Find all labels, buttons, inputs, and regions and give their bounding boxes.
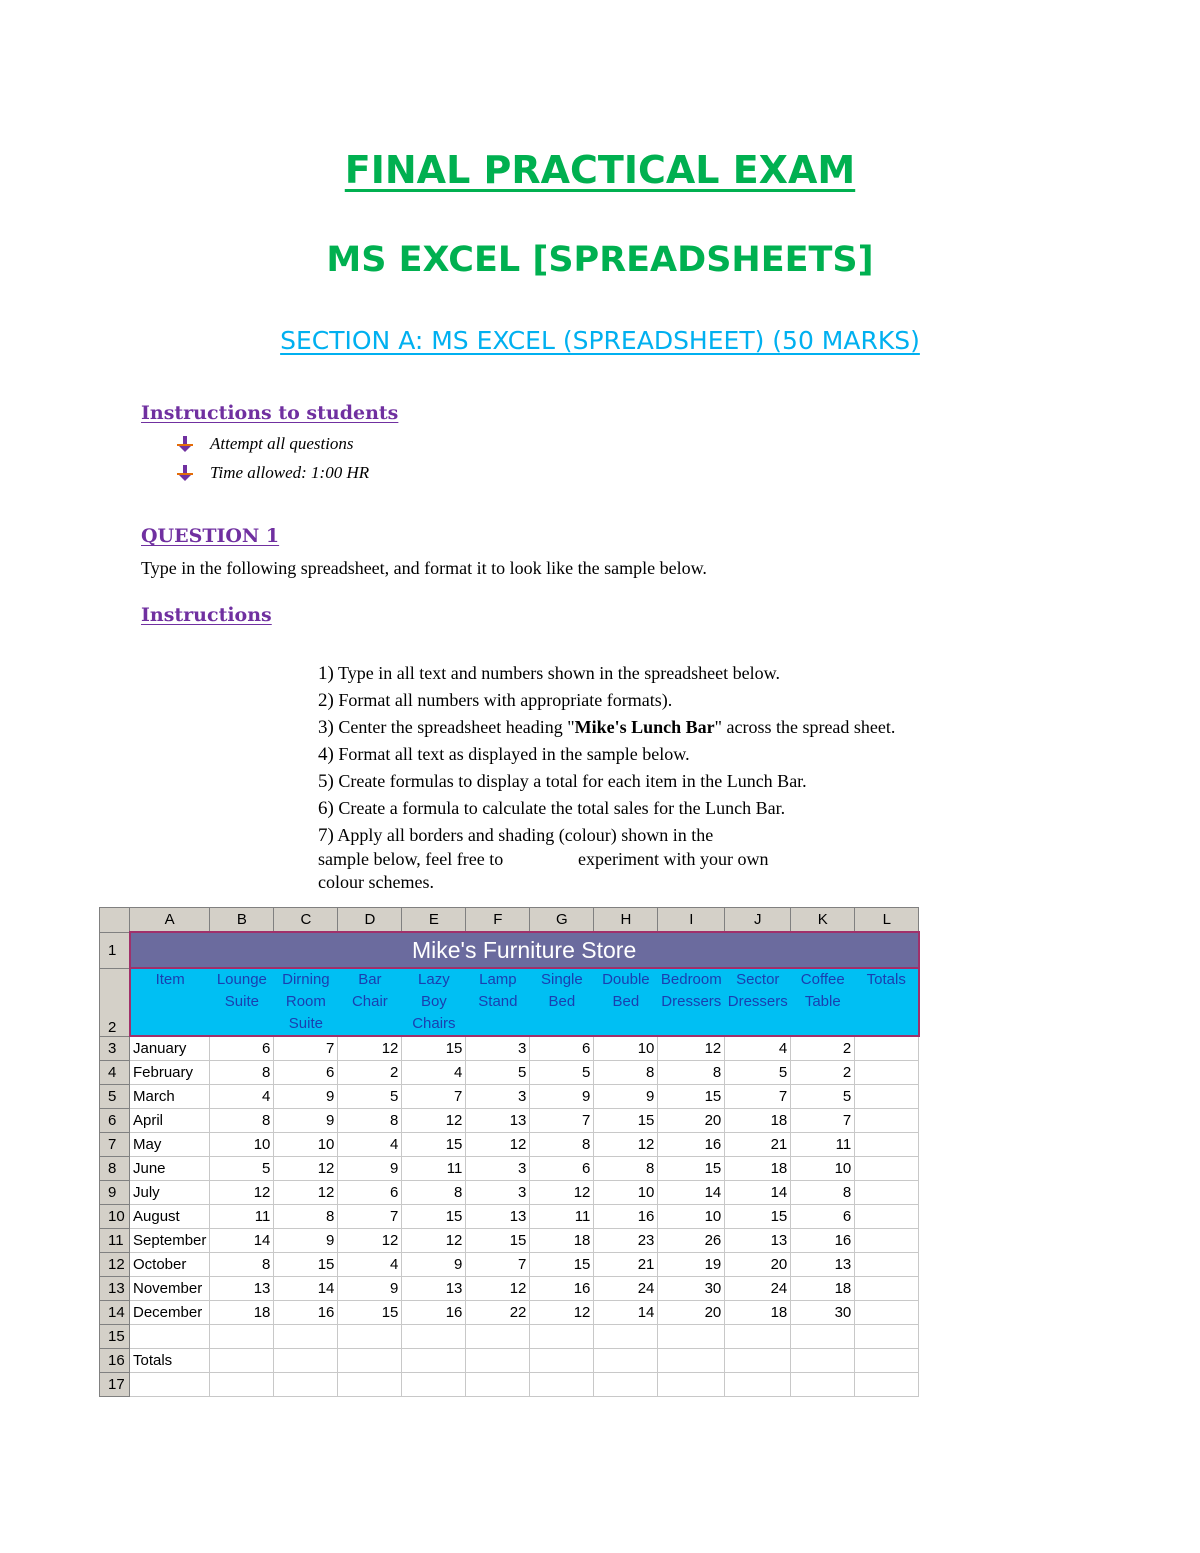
corner-cell	[100, 908, 130, 933]
value-cell: 6	[210, 1036, 274, 1060]
value-cell: 12	[402, 1108, 466, 1132]
instruction-steps	[318, 660, 895, 849]
empty-cell	[402, 1372, 466, 1396]
column-header: A	[130, 908, 210, 933]
value-cell: 11	[210, 1204, 274, 1228]
empty-cell	[274, 1372, 338, 1396]
empty-cell	[791, 1348, 855, 1372]
value-cell: 6	[338, 1180, 402, 1204]
value-cell: 3	[466, 1156, 530, 1180]
total-cell	[855, 1180, 919, 1204]
value-cell: 20	[658, 1300, 725, 1324]
value-cell: 15	[658, 1156, 725, 1180]
value-cell: 30	[791, 1300, 855, 1324]
total-cell	[855, 1108, 919, 1132]
empty-cell	[855, 1324, 919, 1348]
value-cell: 20	[725, 1252, 791, 1276]
value-cell: 13	[725, 1228, 791, 1252]
value-cell: 3	[466, 1180, 530, 1204]
empty-cell	[530, 1348, 594, 1372]
row-header: 17	[100, 1372, 130, 1396]
column-header: E	[402, 908, 466, 933]
month-cell: September	[130, 1228, 210, 1252]
value-cell: 19	[658, 1252, 725, 1276]
value-cell: 18	[725, 1156, 791, 1180]
value-cell: 5	[725, 1060, 791, 1084]
value-cell: 6	[791, 1204, 855, 1228]
total-cell	[855, 1132, 919, 1156]
value-cell: 16	[530, 1276, 594, 1300]
row-header: 6	[100, 1108, 130, 1132]
value-cell: 14	[210, 1228, 274, 1252]
month-cell: June	[130, 1156, 210, 1180]
value-cell: 12	[274, 1180, 338, 1204]
value-cell: 12	[466, 1276, 530, 1300]
exam-subtitle: MS EXCEL [SPREADSHEETS]	[326, 240, 874, 280]
empty-cell	[530, 1372, 594, 1396]
empty-cell	[791, 1324, 855, 1348]
month-cell: December	[130, 1300, 210, 1324]
column-heading-cell: Item	[130, 968, 210, 1036]
value-cell: 2	[791, 1036, 855, 1060]
row-header: 14	[100, 1300, 130, 1324]
value-cell: 21	[725, 1132, 791, 1156]
month-cell: March	[130, 1084, 210, 1108]
value-cell: 7	[530, 1108, 594, 1132]
value-cell: 12	[530, 1300, 594, 1324]
value-cell: 12	[338, 1228, 402, 1252]
column-heading-cell: Lazy Boy Chairs	[402, 968, 466, 1036]
value-cell: 10	[658, 1204, 725, 1228]
value-cell: 12	[210, 1180, 274, 1204]
step-item: 2) Format all numbers with appropriate formats).	[318, 690, 673, 711]
value-cell: 9	[274, 1108, 338, 1132]
value-cell: 11	[530, 1204, 594, 1228]
exam-title: FINAL PRACTICAL EXAM	[344, 148, 856, 192]
value-cell: 9	[338, 1276, 402, 1300]
value-cell: 7	[338, 1204, 402, 1228]
instructions-to-students-heading: Instructions to students	[141, 402, 399, 424]
value-cell: 4	[338, 1132, 402, 1156]
bullet-text: Attempt all questions	[210, 434, 354, 453]
row-header: 2	[100, 968, 130, 1036]
step-7-continuation: sample below, feel free to experiment with your own colour schemes.	[318, 849, 769, 892]
empty-cell	[274, 1348, 338, 1372]
value-cell: 7	[725, 1084, 791, 1108]
value-cell: 24	[725, 1276, 791, 1300]
row-header: 5	[100, 1084, 130, 1108]
value-cell: 4	[402, 1060, 466, 1084]
value-cell: 15	[402, 1204, 466, 1228]
value-cell: 10	[594, 1180, 658, 1204]
value-cell: 7	[466, 1252, 530, 1276]
value-cell: 14	[658, 1180, 725, 1204]
month-cell: November	[130, 1276, 210, 1300]
empty-cell	[594, 1372, 658, 1396]
value-cell: 24	[594, 1276, 658, 1300]
value-cell: 20	[658, 1108, 725, 1132]
value-cell: 15	[725, 1204, 791, 1228]
empty-cell	[594, 1324, 658, 1348]
empty-cell	[210, 1372, 274, 1396]
value-cell: 11	[402, 1156, 466, 1180]
step-item: 3) Center the spreadsheet heading "Mike's Lunch Bar" across the spread sheet.	[318, 717, 896, 738]
value-cell: 12	[338, 1036, 402, 1060]
value-cell: 13	[466, 1204, 530, 1228]
column-heading-cell: Bedroom Dressers	[658, 968, 725, 1036]
question-heading: QUESTION 1	[141, 525, 280, 547]
value-cell: 4	[338, 1252, 402, 1276]
column-heading-cell: Dirning Room Suite	[274, 968, 338, 1036]
value-cell: 5	[466, 1060, 530, 1084]
empty-cell	[210, 1348, 274, 1372]
column-header: D	[338, 908, 402, 933]
month-cell: January	[130, 1036, 210, 1060]
empty-cell	[338, 1372, 402, 1396]
step-item: 6) Create a formula to calculate the total sales for the Lunch Bar.	[318, 798, 786, 819]
column-heading-cell: Bar Chair	[338, 968, 402, 1036]
total-cell	[855, 1204, 919, 1228]
value-cell: 18	[210, 1300, 274, 1324]
empty-cell	[791, 1372, 855, 1396]
column-header: L	[855, 908, 919, 933]
column-header: H	[594, 908, 658, 933]
value-cell: 18	[791, 1276, 855, 1300]
value-cell: 7	[791, 1108, 855, 1132]
empty-cell	[725, 1324, 791, 1348]
value-cell: 12	[274, 1156, 338, 1180]
column-header: C	[274, 908, 338, 933]
column-heading-cell: Coffee Table	[791, 968, 855, 1036]
totals-label-cell: Totals	[130, 1348, 210, 1372]
value-cell: 22	[466, 1300, 530, 1324]
empty-cell	[658, 1348, 725, 1372]
value-cell: 12	[402, 1228, 466, 1252]
value-cell: 9	[274, 1084, 338, 1108]
value-cell: 10	[594, 1036, 658, 1060]
empty-cell	[725, 1372, 791, 1396]
empty-cell	[466, 1324, 530, 1348]
column-heading-cell: Lamp Stand	[466, 968, 530, 1036]
month-cell: April	[130, 1108, 210, 1132]
value-cell: 8	[402, 1180, 466, 1204]
column-header: F	[466, 908, 530, 933]
empty-cell	[210, 1324, 274, 1348]
row-header: 11	[100, 1228, 130, 1252]
empty-cell	[725, 1348, 791, 1372]
value-cell: 16	[658, 1132, 725, 1156]
empty-cell	[338, 1348, 402, 1372]
value-cell: 3	[466, 1084, 530, 1108]
step-item: 5) Create formulas to display a total for each item in the Lunch Bar.	[318, 771, 807, 792]
value-cell: 13	[210, 1276, 274, 1300]
empty-cell	[658, 1372, 725, 1396]
column-heading-cell: Lounge Suite	[210, 968, 274, 1036]
value-cell: 10	[210, 1132, 274, 1156]
step-item: 1) Type in all text and numbers shown in the spreadsheet below.	[318, 663, 780, 684]
month-cell: August	[130, 1204, 210, 1228]
empty-cell	[855, 1372, 919, 1396]
total-cell	[855, 1036, 919, 1060]
value-cell: 12	[594, 1132, 658, 1156]
empty-cell	[530, 1324, 594, 1348]
value-cell: 16	[594, 1204, 658, 1228]
row-header: 4	[100, 1060, 130, 1084]
value-cell: 6	[530, 1036, 594, 1060]
value-cell: 6	[530, 1156, 594, 1180]
row-header: 8	[100, 1156, 130, 1180]
row-header: 1	[100, 932, 130, 968]
empty-cell	[594, 1348, 658, 1372]
empty-cell	[274, 1324, 338, 1348]
value-cell: 5	[338, 1084, 402, 1108]
sheet-title: Mike's Furniture Store	[130, 932, 919, 968]
value-cell: 26	[658, 1228, 725, 1252]
value-cell: 14	[594, 1300, 658, 1324]
value-cell: 2	[338, 1060, 402, 1084]
row-header: 7	[100, 1132, 130, 1156]
value-cell: 4	[210, 1084, 274, 1108]
value-cell: 16	[274, 1300, 338, 1324]
value-cell: 9	[402, 1252, 466, 1276]
total-cell	[855, 1300, 919, 1324]
value-cell: 23	[594, 1228, 658, 1252]
row-header: 10	[100, 1204, 130, 1228]
value-cell: 8	[791, 1180, 855, 1204]
value-cell: 8	[210, 1060, 274, 1084]
column-heading-cell: Double Bed	[594, 968, 658, 1036]
value-cell: 4	[725, 1036, 791, 1060]
value-cell: 10	[274, 1132, 338, 1156]
value-cell: 15	[274, 1252, 338, 1276]
column-header: B	[210, 908, 274, 933]
section-heading: SECTION A: MS EXCEL (SPREADSHEET) (50 MARKS)	[280, 326, 920, 355]
empty-cell	[402, 1324, 466, 1348]
empty-cell	[855, 1348, 919, 1372]
column-header: G	[530, 908, 594, 933]
value-cell: 12	[466, 1132, 530, 1156]
month-cell: October	[130, 1252, 210, 1276]
row-header: 16	[100, 1348, 130, 1372]
value-cell: 11	[791, 1132, 855, 1156]
value-cell: 8	[210, 1252, 274, 1276]
month-cell: February	[130, 1060, 210, 1084]
step-item: 4) Format all text as displayed in the sample below.	[318, 744, 690, 765]
value-cell: 5	[530, 1060, 594, 1084]
row-header: 12	[100, 1252, 130, 1276]
value-cell: 15	[530, 1252, 594, 1276]
month-cell: July	[130, 1180, 210, 1204]
row-header: 13	[100, 1276, 130, 1300]
row-header: 9	[100, 1180, 130, 1204]
value-cell: 14	[274, 1276, 338, 1300]
empty-cell	[658, 1324, 725, 1348]
value-cell: 12	[658, 1036, 725, 1060]
bullet-item	[176, 434, 354, 454]
question-text: Type in the following spreadsheet, and format it to look like the sample below.	[141, 558, 707, 578]
value-cell: 8	[658, 1060, 725, 1084]
value-cell: 5	[210, 1156, 274, 1180]
total-cell	[855, 1276, 919, 1300]
value-cell: 15	[658, 1084, 725, 1108]
value-cell: 15	[466, 1228, 530, 1252]
instructions-heading: Instructions	[141, 604, 272, 626]
column-header: K	[791, 908, 855, 933]
value-cell: 13	[402, 1276, 466, 1300]
value-cell: 21	[594, 1252, 658, 1276]
value-cell: 18	[530, 1228, 594, 1252]
total-cell	[855, 1252, 919, 1276]
value-cell: 8	[594, 1156, 658, 1180]
value-cell: 2	[791, 1060, 855, 1084]
value-cell: 3	[466, 1036, 530, 1060]
total-cell	[855, 1228, 919, 1252]
value-cell: 5	[791, 1084, 855, 1108]
empty-cell	[130, 1324, 210, 1348]
spreadsheet-image	[99, 907, 925, 1393]
value-cell: 6	[274, 1060, 338, 1084]
value-cell: 14	[725, 1180, 791, 1204]
column-header: I	[658, 908, 725, 933]
value-cell: 10	[791, 1156, 855, 1180]
value-cell: 15	[402, 1132, 466, 1156]
value-cell: 18	[725, 1300, 791, 1324]
value-cell: 7	[402, 1084, 466, 1108]
arrow-down-bullet-icon	[176, 435, 194, 453]
empty-cell	[402, 1348, 466, 1372]
value-cell: 15	[402, 1036, 466, 1060]
value-cell: 8	[210, 1108, 274, 1132]
value-cell: 8	[274, 1204, 338, 1228]
bullet-text: Time allowed: 1:00 HR	[210, 463, 370, 482]
value-cell: 8	[594, 1060, 658, 1084]
value-cell: 9	[530, 1084, 594, 1108]
empty-cell	[466, 1348, 530, 1372]
column-heading-cell: Single Bed	[530, 968, 594, 1036]
column-heading-cell: Sector Dressers	[725, 968, 791, 1036]
step-item: 7) Apply all borders and shading (colour) shown in the	[318, 825, 714, 846]
value-cell: 13	[791, 1252, 855, 1276]
total-cell	[855, 1156, 919, 1180]
column-header: J	[725, 908, 791, 933]
column-heading-cell: Totals	[855, 968, 919, 1036]
month-cell: May	[130, 1132, 210, 1156]
value-cell: 8	[338, 1108, 402, 1132]
empty-cell	[130, 1372, 210, 1396]
value-cell: 15	[338, 1300, 402, 1324]
row-header: 3	[100, 1036, 130, 1060]
value-cell: 9	[274, 1228, 338, 1252]
empty-cell	[466, 1372, 530, 1396]
value-cell: 7	[274, 1036, 338, 1060]
total-cell	[855, 1060, 919, 1084]
arrow-down-bullet-icon	[176, 464, 194, 482]
value-cell: 9	[338, 1156, 402, 1180]
value-cell: 8	[530, 1132, 594, 1156]
value-cell: 16	[791, 1228, 855, 1252]
bullet-item	[176, 463, 369, 483]
value-cell: 9	[594, 1084, 658, 1108]
value-cell: 15	[594, 1108, 658, 1132]
row-header: 15	[100, 1324, 130, 1348]
value-cell: 16	[402, 1300, 466, 1324]
value-cell: 18	[725, 1108, 791, 1132]
spreadsheet-grid	[99, 907, 920, 1397]
value-cell: 13	[466, 1108, 530, 1132]
value-cell: 12	[530, 1180, 594, 1204]
empty-cell	[338, 1324, 402, 1348]
value-cell: 30	[658, 1276, 725, 1300]
total-cell	[855, 1084, 919, 1108]
